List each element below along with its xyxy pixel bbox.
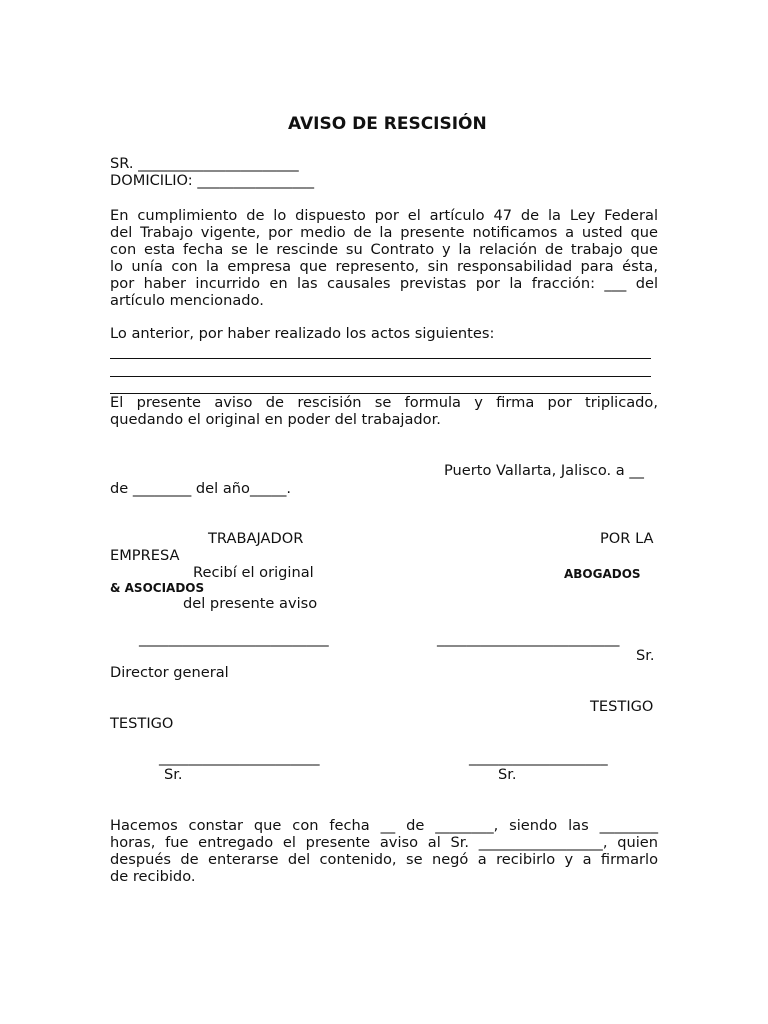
paragraph-line: En cumplimiento de lo dispuesto por el artículo 47 de la Ley Federal — [110, 207, 658, 224]
signature-line-company: _________________________ — [437, 630, 620, 647]
paragraph-line: lo unía con la empresa que represento, sin responsabilidad para ésta, — [110, 258, 658, 275]
label-asociados: & ASOCIADOS — [110, 581, 205, 595]
paragraph-line: artículo mencionado. — [110, 292, 264, 309]
place-date-line: Puerto Vallarta, Jalisco. a __ — [444, 462, 644, 479]
blank-line — [110, 376, 651, 377]
paragraph-line: Hacemos constar que con fecha __ de ________, siendo las ________ — [110, 817, 658, 834]
blank-line — [110, 358, 651, 359]
paragraph-line: quedando el original en poder del trabajador. — [110, 411, 441, 428]
paragraph-triplicate — [110, 394, 658, 428]
witness-sr-left: Sr. — [164, 766, 183, 783]
acts-intro: Lo anterior, por haber realizado los actos siguientes: — [110, 325, 495, 342]
paragraph-line: El presente aviso de rescisión se formula y firma por triplicado, — [110, 394, 658, 411]
label-testigo-left: TESTIGO — [110, 715, 174, 732]
label-del-presente: del presente aviso — [183, 595, 318, 612]
paragraph-line: del Trabajo vigente, por medio de la presente notificamos a usted que — [110, 224, 658, 241]
label-por-la: POR LA — [600, 530, 654, 547]
label-testigo-right: TESTIGO — [590, 698, 654, 715]
label-empresa: EMPRESA — [110, 547, 180, 564]
witness-line-right: ___________________ — [469, 749, 608, 766]
label-abogados: ABOGADOS — [564, 567, 641, 581]
label-sr: Sr. — [636, 647, 655, 664]
domicilio-field: DOMICILIO: ________________ — [110, 172, 315, 189]
signature-line-worker: __________________________ — [139, 630, 329, 647]
paragraph-notice — [110, 207, 658, 309]
paragraph-line: horas, fue entregado el presente aviso al Sr. _________________, quien — [110, 834, 658, 851]
witness-line-left: ______________________ — [159, 749, 320, 766]
paragraph-closing — [110, 817, 658, 885]
label-director: Director general — [110, 664, 229, 681]
date-line: de ________ del año_____. — [110, 480, 292, 497]
document-title: AVISO DE RESCISIÓN — [288, 114, 487, 134]
paragraph-line: por haber incurrido en las causales previstas por la fracción: ___ del — [110, 275, 658, 292]
paragraph-line: después de enterarse del contenido, se negó a recibirlo y a firmarlo — [110, 851, 658, 868]
label-recibi: Recibí el original — [193, 564, 314, 581]
paragraph-line: con esta fecha se le rescinde su Contrato y la relación de trabajo que — [110, 241, 658, 258]
sr-field: SR. ______________________ — [110, 155, 299, 172]
label-trabajador: TRABAJADOR — [208, 530, 304, 547]
witness-sr-right: Sr. — [498, 766, 517, 783]
paragraph-line: de recibido. — [110, 868, 196, 885]
